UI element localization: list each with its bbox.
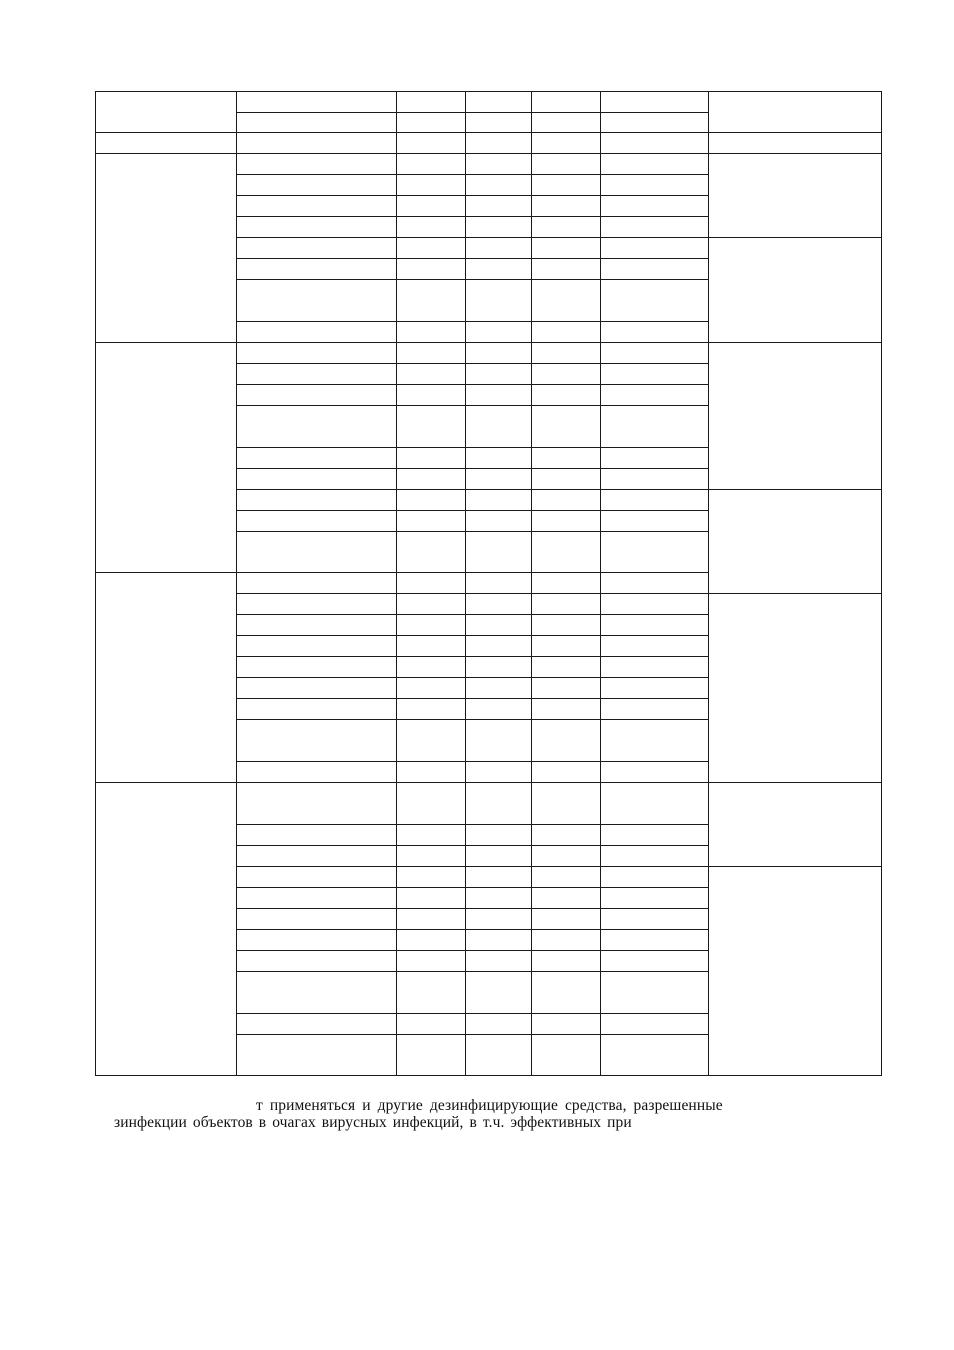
table-cell	[708, 132, 881, 153]
table-cell	[465, 887, 531, 908]
table-cell	[396, 258, 465, 279]
table-cell	[465, 572, 531, 593]
table-cell	[396, 1013, 465, 1034]
table-cell	[396, 593, 465, 614]
table-cell	[396, 279, 465, 321]
table-cell	[465, 279, 531, 321]
table-cell	[531, 719, 600, 761]
table-cell	[95, 342, 236, 572]
table-cell	[236, 698, 396, 719]
table-cell	[531, 510, 600, 531]
table-cell	[600, 824, 708, 845]
table-cell	[465, 824, 531, 845]
table-cell	[531, 321, 600, 342]
table-cell	[396, 887, 465, 908]
table-cell	[396, 531, 465, 572]
table-cell	[531, 279, 600, 321]
table-cell	[600, 468, 708, 489]
table-cell	[396, 405, 465, 447]
table-cell	[600, 258, 708, 279]
table-cell	[236, 950, 396, 971]
table-cell	[600, 216, 708, 237]
table-cell	[531, 866, 600, 887]
table-cell	[236, 112, 396, 132]
table-cell	[236, 510, 396, 531]
table-cell	[708, 489, 881, 593]
table-cell	[531, 614, 600, 635]
table-cell	[531, 153, 600, 174]
table-cell	[396, 489, 465, 510]
table-cell	[236, 405, 396, 447]
table-cell	[531, 112, 600, 132]
table-cell	[236, 216, 396, 237]
table-cell	[600, 719, 708, 761]
table-cell	[396, 824, 465, 845]
table-cell	[396, 698, 465, 719]
table-cell	[531, 782, 600, 824]
table-cell	[465, 195, 531, 216]
table-cell	[236, 1013, 396, 1034]
table-cell	[600, 132, 708, 153]
table-cell	[708, 866, 881, 1075]
table-cell	[465, 216, 531, 237]
table-cell	[396, 908, 465, 929]
table-cell	[236, 531, 396, 572]
table-cell	[236, 614, 396, 635]
table-cell	[396, 845, 465, 866]
table-cell	[396, 237, 465, 258]
table-cell	[396, 153, 465, 174]
table-cell	[236, 489, 396, 510]
table-cell	[531, 698, 600, 719]
table-cell	[708, 237, 881, 342]
table-cell	[531, 237, 600, 258]
table-column-line	[881, 91, 882, 1076]
table-cell	[600, 635, 708, 656]
table-cell	[600, 174, 708, 195]
table-cell	[95, 91, 236, 132]
table-cell	[531, 384, 600, 405]
table-cell	[465, 635, 531, 656]
table-cell	[465, 489, 531, 510]
table-cell	[600, 363, 708, 384]
table-cell	[465, 761, 531, 782]
table-cell	[396, 468, 465, 489]
table-cell	[396, 447, 465, 468]
table-cell	[531, 656, 600, 677]
table-cell	[465, 91, 531, 112]
table-cell	[465, 468, 531, 489]
table-cell	[600, 342, 708, 363]
table-cell	[531, 572, 600, 593]
table-cell	[600, 510, 708, 531]
table-cell	[531, 845, 600, 866]
table-cell	[396, 635, 465, 656]
table-cell	[396, 761, 465, 782]
table-cell	[236, 237, 396, 258]
table-cell	[531, 971, 600, 1013]
table-cell	[708, 153, 881, 237]
table-cell	[396, 614, 465, 635]
table-cell	[531, 887, 600, 908]
table-cell	[236, 132, 396, 153]
table-cell	[396, 719, 465, 761]
table-cell	[236, 929, 396, 950]
table-cell	[396, 174, 465, 195]
table-cell	[465, 237, 531, 258]
table-cell	[600, 782, 708, 824]
table-cell	[531, 363, 600, 384]
table-cell	[600, 112, 708, 132]
table-cell	[396, 132, 465, 153]
table-cell	[465, 929, 531, 950]
table-cell	[236, 677, 396, 698]
table-cell	[396, 782, 465, 824]
table-cell	[465, 614, 531, 635]
table-cell	[396, 656, 465, 677]
table-cell	[531, 258, 600, 279]
table-cell	[600, 656, 708, 677]
table-cell	[465, 174, 531, 195]
table-cell	[600, 887, 708, 908]
table-cell	[396, 363, 465, 384]
table-cell	[236, 908, 396, 929]
table-cell	[396, 384, 465, 405]
table-cell	[531, 677, 600, 698]
table-cell	[531, 929, 600, 950]
table-cell	[465, 593, 531, 614]
table-cell	[465, 405, 531, 447]
table-cell	[236, 195, 396, 216]
footnote-line-2: зинфекции объектов в очагах вирусных инфекций, в т.ч. эффективных при	[114, 1114, 632, 1131]
table-cell	[95, 132, 236, 153]
table-cell	[465, 971, 531, 1013]
table-cell	[236, 447, 396, 468]
table-cell	[396, 929, 465, 950]
table-cell	[396, 195, 465, 216]
table-cell	[600, 971, 708, 1013]
table-cell	[465, 908, 531, 929]
table-cell	[236, 321, 396, 342]
table-cell	[396, 1034, 465, 1075]
table-cell	[465, 866, 531, 887]
table-cell	[531, 635, 600, 656]
table-cell	[600, 195, 708, 216]
table-cell	[600, 908, 708, 929]
table-cell	[465, 1034, 531, 1075]
table-cell	[465, 531, 531, 572]
table-cell	[396, 112, 465, 132]
table-cell	[95, 782, 236, 1075]
table-cell	[236, 572, 396, 593]
table-cell	[531, 468, 600, 489]
table-cell	[600, 677, 708, 698]
table-cell	[465, 950, 531, 971]
table-cell	[531, 761, 600, 782]
table-cell	[531, 195, 600, 216]
table-cell	[396, 572, 465, 593]
table-cell	[396, 342, 465, 363]
table-cell	[95, 153, 236, 342]
table-cell	[465, 132, 531, 153]
table-cell	[236, 656, 396, 677]
table-cell	[600, 950, 708, 971]
table-cell	[396, 971, 465, 1013]
table-cell	[600, 929, 708, 950]
table-cell	[236, 866, 396, 887]
table-cell	[531, 908, 600, 929]
table-cell	[236, 593, 396, 614]
table-cell	[396, 216, 465, 237]
table-cell	[600, 153, 708, 174]
table-cell	[236, 342, 396, 363]
table-cell	[531, 405, 600, 447]
table-cell	[465, 1013, 531, 1034]
table-cell	[531, 216, 600, 237]
table-cell	[465, 153, 531, 174]
table-cell	[531, 342, 600, 363]
table-cell	[465, 342, 531, 363]
table-row-line	[236, 1075, 709, 1076]
table-cell	[236, 719, 396, 761]
table-cell	[236, 384, 396, 405]
table-cell	[465, 447, 531, 468]
table-cell	[236, 824, 396, 845]
table-cell	[465, 698, 531, 719]
table-cell	[600, 237, 708, 258]
table-cell	[236, 1034, 396, 1075]
table-cell	[531, 174, 600, 195]
table-cell	[236, 153, 396, 174]
table-cell	[600, 572, 708, 593]
table-cell	[465, 363, 531, 384]
table-cell	[531, 593, 600, 614]
table-cell	[600, 489, 708, 510]
table-cell	[465, 656, 531, 677]
table-cell	[465, 719, 531, 761]
table-cell	[600, 321, 708, 342]
table-cell	[600, 614, 708, 635]
table-cell	[600, 698, 708, 719]
table-cell	[465, 510, 531, 531]
table-cell	[396, 510, 465, 531]
table-cell	[531, 132, 600, 153]
table-cell	[236, 258, 396, 279]
table-cell	[708, 342, 881, 489]
table-cell	[600, 845, 708, 866]
table-cell	[531, 824, 600, 845]
table-cell	[465, 845, 531, 866]
table-cell	[600, 405, 708, 447]
table-cell	[600, 384, 708, 405]
table-cell	[531, 447, 600, 468]
table-cell	[236, 782, 396, 824]
table-cell	[600, 866, 708, 887]
table-cell	[600, 593, 708, 614]
table-cell	[95, 572, 236, 782]
table-cell	[465, 384, 531, 405]
table-cell	[396, 950, 465, 971]
table-cell	[708, 91, 881, 132]
table-cell	[531, 950, 600, 971]
table-cell	[600, 279, 708, 321]
table-cell	[465, 782, 531, 824]
table-cell	[396, 91, 465, 112]
table-cell	[531, 1034, 600, 1075]
table-cell	[708, 593, 881, 782]
table-group-line	[95, 1075, 237, 1076]
table-cell	[236, 887, 396, 908]
table-cell	[531, 91, 600, 112]
table-cell	[236, 363, 396, 384]
table-cell	[531, 1013, 600, 1034]
table-cell	[396, 677, 465, 698]
table-cell	[465, 112, 531, 132]
footnote-line-1: т применяться и другие дезинфицирующие средства, разрешенные	[256, 1097, 723, 1114]
table-cell	[236, 845, 396, 866]
table-cell	[236, 174, 396, 195]
table-cell	[236, 635, 396, 656]
table-cell	[600, 1034, 708, 1075]
table-cell	[531, 531, 600, 572]
table-cell	[236, 91, 396, 112]
table-cell	[600, 531, 708, 572]
table-cell	[236, 971, 396, 1013]
table-cell	[236, 761, 396, 782]
table-cell	[600, 91, 708, 112]
table-cell	[465, 677, 531, 698]
table-cell	[396, 321, 465, 342]
table-cell	[465, 258, 531, 279]
table-cell	[600, 761, 708, 782]
table-cell	[600, 1013, 708, 1034]
table-cell	[236, 468, 396, 489]
table-cell	[396, 866, 465, 887]
table-cell	[600, 447, 708, 468]
table-group-line	[708, 1075, 882, 1076]
table-cell	[708, 782, 881, 866]
table-cell	[236, 279, 396, 321]
table-cell	[531, 489, 600, 510]
table-cell	[465, 321, 531, 342]
